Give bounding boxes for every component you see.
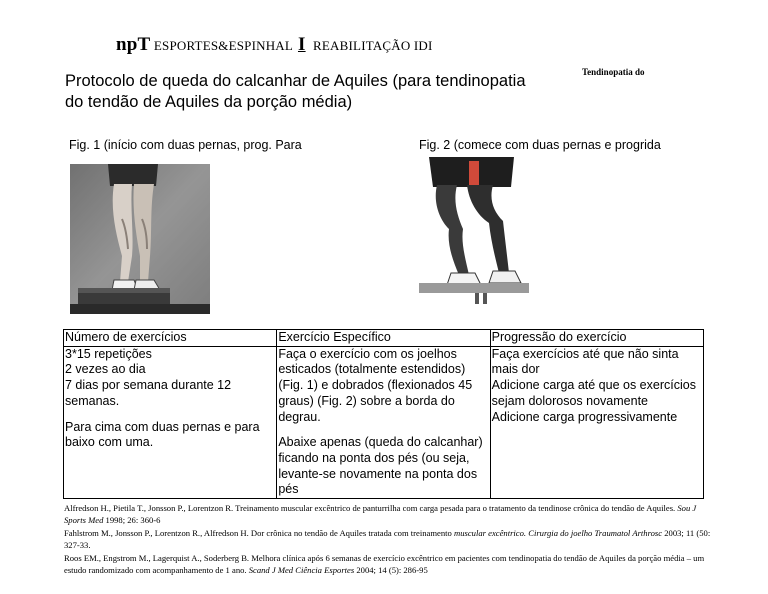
corner-label: Tendinopatia do (582, 67, 645, 77)
cell-line: 3*15 repetições (65, 346, 152, 361)
header-left-text: ESPORTES&ESPINHAL (153, 38, 293, 53)
reference-item: Roos EM., Engstrom M., Lagerquist A., Soderberg B. Melhora clínica após 6 semanas de exercício excêntrico em pacientes com tendinopatia do tendão de Aquiles da porção média – um estudo randomizado com acompanhamento de 1 ano. Scand J Med Ciência Esportes 2004; 14 (5): 286-95 (64, 553, 705, 575)
document-header (116, 34, 433, 56)
npt-logo: npT (116, 34, 151, 55)
exercise-table (63, 329, 704, 499)
cell-line: Faça exercícios até que não sinta mais dor (491, 346, 679, 377)
table-cell-number-of-exercises (64, 346, 277, 498)
table-row (64, 346, 704, 498)
table-cell-specific-exercise (277, 346, 490, 498)
cell-line: 7 dias por semana durante 12 semanas. (65, 378, 232, 408)
column-header: Número de exercícios (64, 330, 277, 347)
cell-line: Abaixe apenas (queda do calcanhar) ficando na ponta dos pés (ou seja, levante-se novamente na ponta dos pés (278, 435, 483, 497)
cell-line: 2 vezes ao dia (65, 362, 146, 377)
cell-line: Faça o exercício com os joelhos esticados (totalmente estendidos) (Fig. 1) e dobrados (flexionados 45 graus) (Fig. 2) sobre a borda do degrau. (278, 346, 473, 424)
table-cell-exercise-progression (490, 346, 703, 498)
reference-item: Alfredson H., Pietila T., Jonsson P., Lorentzon R. Treinamento muscular excêntrico de panturrilha com carga pesada para o tratamento da tendinose crônica do tendão de Aquiles. Sou J Sports Med 1998; 26: 360-6 (64, 503, 697, 525)
figure-1-caption: Fig. 1 (início com duas pernas, prog. Para (69, 138, 302, 152)
page-title: Protocolo de queda do calcanhar de Aquiles (para tendinopatia do tendão de Aquiles da porção média) (65, 72, 526, 111)
column-header: Progressão do exercício (490, 330, 703, 347)
figure-2-photo (419, 157, 529, 304)
cell-line: Para cima com duas pernas e para baixo com uma. (65, 419, 260, 450)
header-right-text: REABILITAÇÃO IDI (313, 38, 433, 53)
figure-1-photo (70, 164, 210, 314)
reference-item: Fahlstrom M., Jonsson P., Lorentzon R., Alfredson H. Dor crônica no tendão de Aquiles tratada com treinamento muscular excêntrico. Cirurgia do joelho Traumatol Arthrosc 2003; 11 (50: 327-33. (64, 528, 711, 550)
column-header: Exercício Específico (277, 330, 490, 347)
references (64, 503, 712, 578)
figure-2-caption: Fig. 2 (comece com duas pernas e progrida (419, 138, 661, 152)
table-header-row (64, 330, 704, 347)
cell-line: Adicione carga até que os exercícios sejam dolorosos novamente (491, 378, 696, 408)
cell-line: Adicione carga progressivamente (491, 409, 678, 424)
header-separator: I (297, 34, 306, 55)
